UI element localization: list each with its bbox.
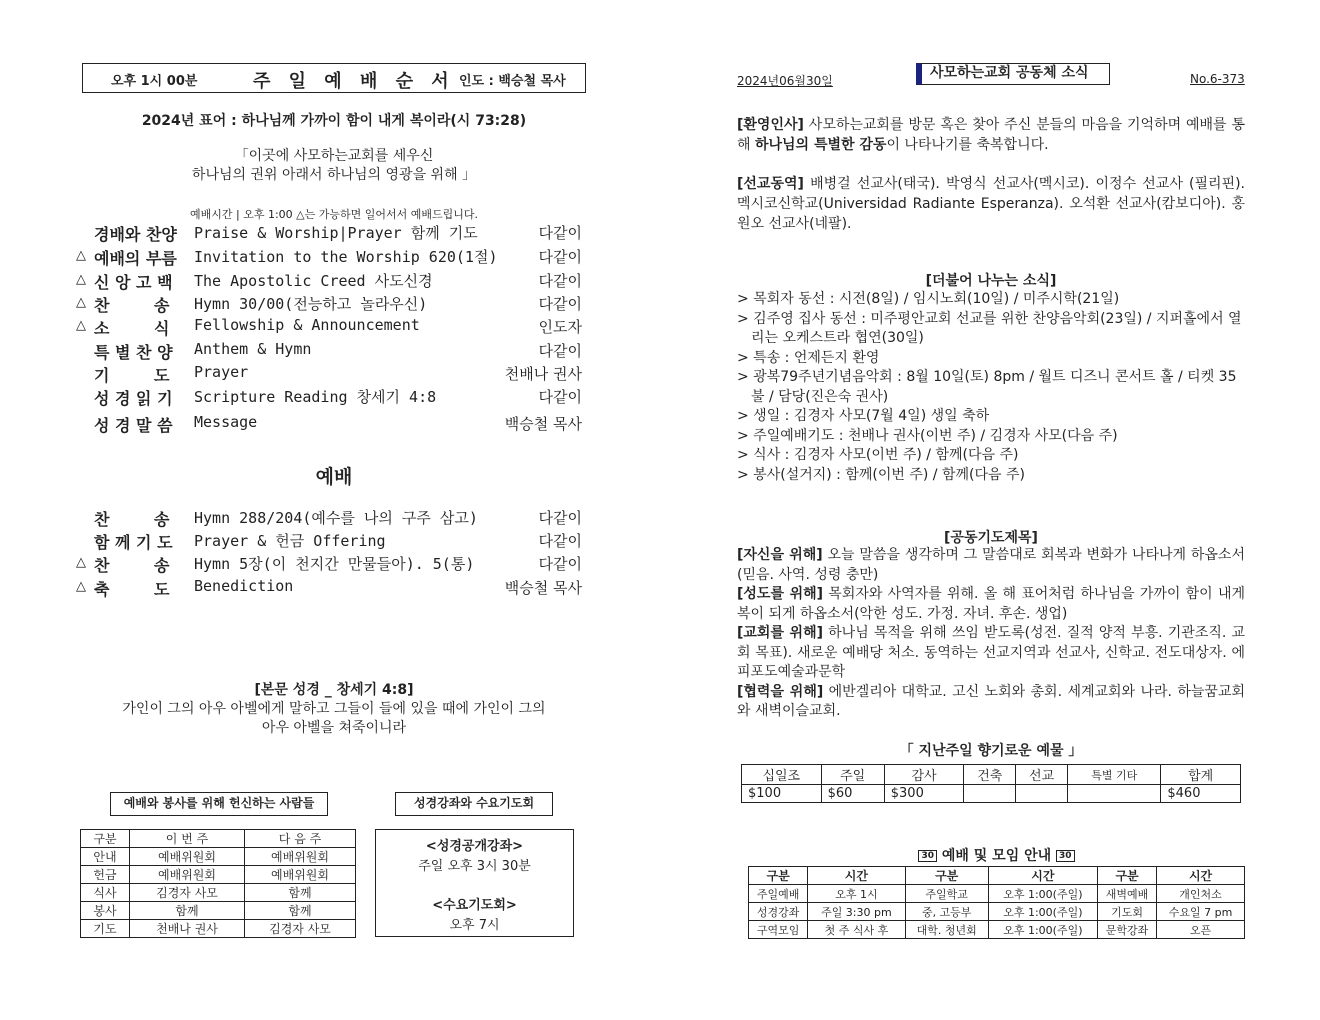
servants-header: 다 음 주 xyxy=(245,830,356,848)
order-who: 다같이 xyxy=(538,224,582,242)
servants-row xyxy=(81,920,356,938)
stand-mark: △ xyxy=(76,555,86,570)
schedule-header: 시간 xyxy=(1157,867,1245,885)
order-label: 성 경 말 씀 xyxy=(94,416,173,435)
order-label: 찬 송 xyxy=(94,556,170,575)
welcome-bold: 하나님의 특별한 감동 xyxy=(754,137,887,153)
worship-note: 예배시간 | 오후 1:00 △는 가능하면 일어서서 예배드립니다. xyxy=(190,208,478,221)
news-item: > 김주영 집사 동선 : 미주평안교회 선교를 위한 찬양음악회(23일) / 지퍼홀에서 열리는 오케스트라 협연(30일) xyxy=(737,310,1242,346)
prayer-tag: [협력을 위해] xyxy=(737,683,824,700)
scripture-title: [본문 성경 _ 창세기 4:8] xyxy=(254,682,414,698)
order-label: 찬 송 xyxy=(94,510,170,529)
order-desc: Scripture Reading 창세기 4:8 xyxy=(194,388,437,406)
issue-number: No.6-373 xyxy=(1190,72,1245,86)
servants-header: 구분 xyxy=(81,830,130,848)
schedule-cell: 수요일 7 pm xyxy=(1157,903,1245,921)
order-item xyxy=(76,340,586,363)
servants-cell: 식사 xyxy=(81,884,130,902)
study-title-1: <성경공개강좌> xyxy=(425,839,524,854)
year-motto: 2024년 표어 : 하나님께 가까이 함이 내게 복이라(시 73:28) xyxy=(141,113,527,129)
offering-header: 선교 xyxy=(1016,765,1068,785)
servants-cell: 봉사 xyxy=(81,902,130,920)
order-item xyxy=(76,577,586,600)
offering-table xyxy=(741,764,1241,803)
news-title: 사모하는교회 공동체 소식 xyxy=(916,63,1110,85)
prayer-tag: [교회를 위해] xyxy=(737,625,823,641)
offering-value xyxy=(1016,785,1068,803)
order-who: 다같이 xyxy=(538,555,582,573)
servants-cell: 김경자 사모 xyxy=(245,920,356,938)
news-item: > 봉사(설거지) : 함께(이번 주) / 함께(다음 주) xyxy=(737,466,1025,483)
prayer-item xyxy=(737,683,1245,722)
prayer-item xyxy=(737,624,1245,683)
order-header-box xyxy=(82,63,586,93)
scripture-line-1: 가인이 그의 아우 아벨에게 말하고 그들이 들에 있을 때에 가인이 그의 xyxy=(122,701,546,717)
schedule-cell: 성경강좌 xyxy=(749,903,808,921)
service-leader: 인도 : 백승철 목사 xyxy=(459,74,566,89)
mission-tag: [선교동역] xyxy=(737,176,804,192)
section-title-worship: 예배 xyxy=(315,466,353,488)
news-item: > 주일예배기도 : 천배나 권사(이번 주) / 김경자 사모(다음 주) xyxy=(737,427,1118,444)
schedule-cell: 첫 주 식사 후 xyxy=(808,921,905,939)
schedule-cell: 구역모임 xyxy=(749,921,808,939)
mission-paragraph xyxy=(737,174,1245,234)
order-desc: Fellowship & Announcement xyxy=(194,316,420,334)
schedule-cell: 주일학교 xyxy=(905,885,988,903)
order-item xyxy=(76,363,586,386)
prayer-list xyxy=(737,546,1245,722)
order-label: 예배의 부름 xyxy=(94,249,177,268)
order-desc: Hymn 5장(이 천지간 만물들아). 5(통) xyxy=(194,555,475,573)
offering-header: 십일조 xyxy=(742,765,822,785)
schedule-cell: 주일예배 xyxy=(749,885,808,903)
servants-row xyxy=(81,902,356,920)
order-who: 다같이 xyxy=(538,248,582,266)
prayer-item xyxy=(737,546,1245,585)
order-desc: Hymn 30/00(전능하고 놀라우신) xyxy=(194,295,428,313)
schedule-row xyxy=(749,921,1245,939)
offering-value: $300 xyxy=(884,785,964,803)
servants-cell: 김경자 사모 xyxy=(130,884,245,902)
order-label: 성 경 읽 기 xyxy=(94,389,173,408)
order-who: 백승철 목사 xyxy=(504,415,582,433)
order-item xyxy=(76,222,586,245)
servants-cell: 예배위원회 xyxy=(130,848,245,866)
news-item: > 특송 : 언제든지 환영 xyxy=(737,349,880,366)
schedule-cell: 오후 1:00(주일) xyxy=(988,903,1097,921)
offering-header: 건축 xyxy=(964,765,1016,785)
prayer-title: [공동기도제목] xyxy=(944,530,1038,546)
order-who: 다같이 xyxy=(538,532,582,550)
order-desc: Invitation to the Worship 620(1절) xyxy=(194,248,498,266)
order-item xyxy=(76,413,586,436)
study-value-2: 오후 7시 xyxy=(449,918,500,933)
order-who: 천배나 권사 xyxy=(504,365,582,383)
stand-mark: △ xyxy=(76,295,86,310)
schedule-header: 구분 xyxy=(1097,867,1156,885)
order-title: 주 일 예 배 순 서 xyxy=(253,71,455,92)
schedule-icon-right: 30 xyxy=(1056,850,1075,862)
prayer-tag: [자신을 위해] xyxy=(737,547,823,563)
order-item xyxy=(76,246,586,269)
schedule-row xyxy=(749,903,1245,921)
study-value-1: 주일 오후 3시 30분 xyxy=(418,859,531,874)
prayer-text: 오늘 말씀을 생각하며 그 말씀대로 회복과 변화가 나타나게 하옵소서(믿음. 사역. 성령 충만) xyxy=(737,547,1245,583)
servants-label: 예배와 봉사를 위해 헌신하는 사람들 xyxy=(110,792,328,816)
offering-header: 감사 xyxy=(884,765,964,785)
servants-cell: 함께 xyxy=(245,884,356,902)
mission-text: 배병걸 선교사(태국). 박영식 선교사(멕시코). 이정수 선교사 (필리핀). 멕시코신학교(Universidad Radiante Esperanza). 오석환 선교사(캄보디아). 홍원오 선교사(네팔). xyxy=(737,176,1245,232)
order-desc: Hymn 288/204(예수를 나의 구주 삼고) xyxy=(194,509,478,527)
servants-cell: 예배위원회 xyxy=(130,866,245,884)
servants-cell: 함께 xyxy=(245,902,356,920)
order-desc: Message xyxy=(194,413,258,431)
schedule-title-row xyxy=(748,845,1245,865)
order-desc: Anthem & Hymn xyxy=(194,340,312,358)
servants-cell: 예배위원회 xyxy=(245,848,356,866)
schedule-cell: 새벽예배 xyxy=(1097,885,1156,903)
order-label: 기 도 xyxy=(94,366,170,385)
order-label: 특 별 찬 양 xyxy=(94,343,173,362)
servants-cell: 헌금 xyxy=(81,866,130,884)
schedule-cell: 오픈 xyxy=(1157,921,1245,939)
stand-mark: △ xyxy=(76,579,86,594)
order-who: 다같이 xyxy=(538,388,582,406)
order-item xyxy=(76,507,586,530)
shared-news-title: [더불어 나누는 소식] xyxy=(925,273,1057,289)
servants-cell: 안내 xyxy=(81,848,130,866)
order-who: 다같이 xyxy=(538,295,582,313)
order-desc: The Apostolic Creed 사도신경 xyxy=(194,272,433,290)
schedule-header: 시간 xyxy=(808,867,905,885)
schedule-icon-left: 30 xyxy=(918,850,937,862)
offering-value xyxy=(1068,785,1161,803)
scripture-line-2: 아우 아벨을 쳐죽이니라 xyxy=(261,720,407,736)
order-desc: Prayer xyxy=(194,363,249,381)
welcome-paragraph xyxy=(737,115,1245,155)
servants-cell: 함께 xyxy=(130,902,245,920)
schedule-header: 구분 xyxy=(905,867,988,885)
prayer-tag: [성도를 위해] xyxy=(737,586,824,602)
offering-header: 주일 xyxy=(821,765,884,785)
schedule-table xyxy=(748,866,1245,939)
order-desc: Praise & Worship|Prayer 함께 기도 xyxy=(194,224,478,242)
study-label: 성경강좌와 수요기도회 xyxy=(395,792,553,816)
bulletin-date: 2024년06월30일 xyxy=(737,74,833,88)
servants-cell: 기도 xyxy=(81,920,130,938)
order-label: 찬 송 xyxy=(94,296,170,315)
order-label: 소 식 xyxy=(94,319,170,338)
stand-mark: △ xyxy=(76,272,86,287)
order-label: 함 께 기 도 xyxy=(94,533,173,552)
schedule-title: 예배 및 모임 안내 xyxy=(941,848,1052,864)
prayer-item xyxy=(737,585,1245,624)
welcome-text-2: 이 나타나기를 축복합니다. xyxy=(886,137,1049,153)
welcome-text: 사모하는교회를 방문 혹은 찾아 주신 분들의 마음을 기억하며 예배를 통해 xyxy=(737,117,1245,153)
schedule-row xyxy=(749,885,1245,903)
news-item: > 식사 : 김경자 사모(이번 주) / 함께(다음 주) xyxy=(737,447,1019,463)
schedule-cell: 개인처소 xyxy=(1157,885,1245,903)
news-item: > 생일 : 김경자 사모(7월 4일) 생일 축하 xyxy=(737,408,990,424)
offering-header: 특별 기타 xyxy=(1068,765,1161,785)
order-item xyxy=(76,293,586,316)
servants-cell: 천배나 권사 xyxy=(130,920,245,938)
offering-title: 「 지난주일 향기로운 예물 」 xyxy=(899,743,1083,759)
dedication-line-2: 하나님의 권위 아래서 하나님의 영광을 위해 」 xyxy=(191,167,477,183)
order-item xyxy=(76,316,586,339)
servants-row xyxy=(81,884,356,902)
prayer-text: 에반겔리아 대학교. 고신 노회와 총회. 세계교회와 나라. 하늘꿈교회와 새벽이슬교회. xyxy=(737,683,1245,719)
offering-value: $460 xyxy=(1161,785,1241,803)
order-who: 인도자 xyxy=(538,318,582,336)
order-item xyxy=(76,270,586,293)
schedule-cell: 오후 1:00(주일) xyxy=(988,885,1097,903)
order-item xyxy=(76,553,586,576)
news-item: > 광복79주년기념음악회 : 8월 10일(토) 8pm / 월트 디즈니 콘서트 홀 / 티켓 35불 / 담당(진은숙 권사) xyxy=(737,369,1237,405)
order-item xyxy=(76,530,586,553)
stand-mark: △ xyxy=(76,248,86,263)
schedule-cell: 기도회 xyxy=(1097,903,1156,921)
dedication-line-1: 「이곳에 사모하는교회를 세우신 xyxy=(234,148,434,164)
order-label: 경배와 찬양 xyxy=(94,225,177,244)
offering-value: $100 xyxy=(742,785,822,803)
schedule-header: 시간 xyxy=(988,867,1097,885)
order-who: 다같이 xyxy=(538,509,582,527)
welcome-tag: [환영인사] xyxy=(737,117,804,133)
schedule-cell: 중, 고등부 xyxy=(905,903,988,921)
servants-row xyxy=(81,848,356,866)
servants-table xyxy=(80,829,356,938)
order-who: 다같이 xyxy=(538,342,582,360)
order-item xyxy=(76,386,586,409)
shared-news-list xyxy=(737,290,1247,485)
order-desc: Prayer & 헌금 Offering xyxy=(194,532,386,550)
news-item: > 목회자 동선 : 시전(8일) / 임시노회(10일) / 미주시학(21일) xyxy=(737,291,1120,307)
servants-cell: 예배위원회 xyxy=(245,866,356,884)
order-desc: Benediction xyxy=(194,577,294,595)
order-label: 신 앙 고 백 xyxy=(94,273,173,292)
order-label: 축 도 xyxy=(94,580,170,599)
order-who: 백승철 목사 xyxy=(504,579,582,597)
servants-row xyxy=(81,866,356,884)
service-time: 오후 1시 00분 xyxy=(111,74,198,89)
schedule-cell: 주일 3:30 pm xyxy=(808,903,905,921)
servants-header: 이 번 주 xyxy=(130,830,245,848)
schedule-cell: 문학강좌 xyxy=(1097,921,1156,939)
prayer-text: 하나님 목적을 위해 쓰임 받도록(성전. 질적 양적 부흥. 기관조직. 교회 목표). 새로운 예배당 처소. 동역하는 선교지역과 선교사, 신학교. 전도대상자. 에피포도예술과문학 xyxy=(737,625,1245,680)
prayer-text: 목회자와 사역자를 위해. 올 해 표어처럼 하나님을 가까이 함이 내게 복이 되게 하옵소서(악한 성도. 가정. 자녀. 후손. 생업) xyxy=(737,586,1245,622)
order-who: 다같이 xyxy=(538,272,582,290)
study-box xyxy=(375,829,574,937)
schedule-header: 구분 xyxy=(749,867,808,885)
schedule-cell: 오후 1시 xyxy=(808,885,905,903)
schedule-cell: 오후 1:00(주일) xyxy=(988,921,1097,939)
study-title-2: <수요기도회> xyxy=(432,898,517,913)
offering-header: 합계 xyxy=(1161,765,1241,785)
offering-value: $60 xyxy=(821,785,884,803)
schedule-cell: 대학. 청년회 xyxy=(905,921,988,939)
stand-mark: △ xyxy=(76,318,86,333)
offering-value xyxy=(964,785,1016,803)
